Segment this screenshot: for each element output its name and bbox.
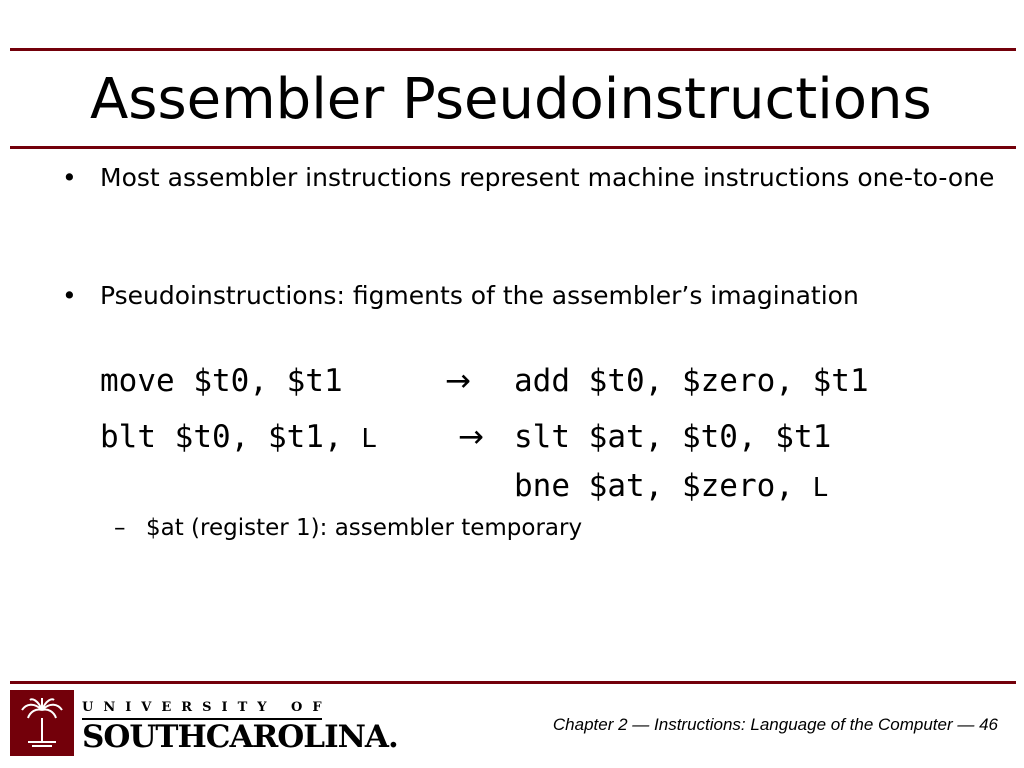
code-add: add $t0, $zero, $t1 <box>514 363 869 399</box>
logo-line1: UNIVERSITY OF <box>82 700 332 715</box>
logo-line2: SOUTHCAROLINA. <box>82 719 398 755</box>
sub-bullet-text: $at (register 1): assembler temporary <box>146 515 583 541</box>
footer-caption: Chapter 2 — Instructions: Language of the Computer — 46 <box>552 715 998 734</box>
bullet-text: Most assembler instructions represent machine instructions one-to-one <box>100 163 995 192</box>
arrow-icon: → <box>445 363 471 399</box>
title-divider <box>10 146 1016 149</box>
code-label-l: L <box>361 424 377 454</box>
sub-bullet-marker: – <box>114 515 126 541</box>
code-move: move $t0, $t1 <box>100 363 343 399</box>
bullet-marker: • <box>62 163 77 192</box>
top-divider <box>10 48 1016 51</box>
code-blt <box>100 417 377 459</box>
palmetto-tree-icon <box>10 690 74 756</box>
code-label-l: L <box>812 473 829 503</box>
bullet-marker: • <box>62 281 77 310</box>
bullet-text: Pseudoinstructions: figments of the assembler’s imagination <box>100 281 859 310</box>
university-logo <box>82 700 398 755</box>
code-bne <box>514 466 828 508</box>
footer-divider <box>10 681 1016 684</box>
code-blt-text: blt $t0, $t1, <box>100 419 362 455</box>
code-bne-text: bne $at, $zero, <box>514 468 813 504</box>
code-slt: slt $at, $t0, $t1 <box>514 419 832 455</box>
slide-title: Assembler Pseudoinstructions <box>90 67 932 132</box>
arrow-icon: → <box>458 419 484 455</box>
